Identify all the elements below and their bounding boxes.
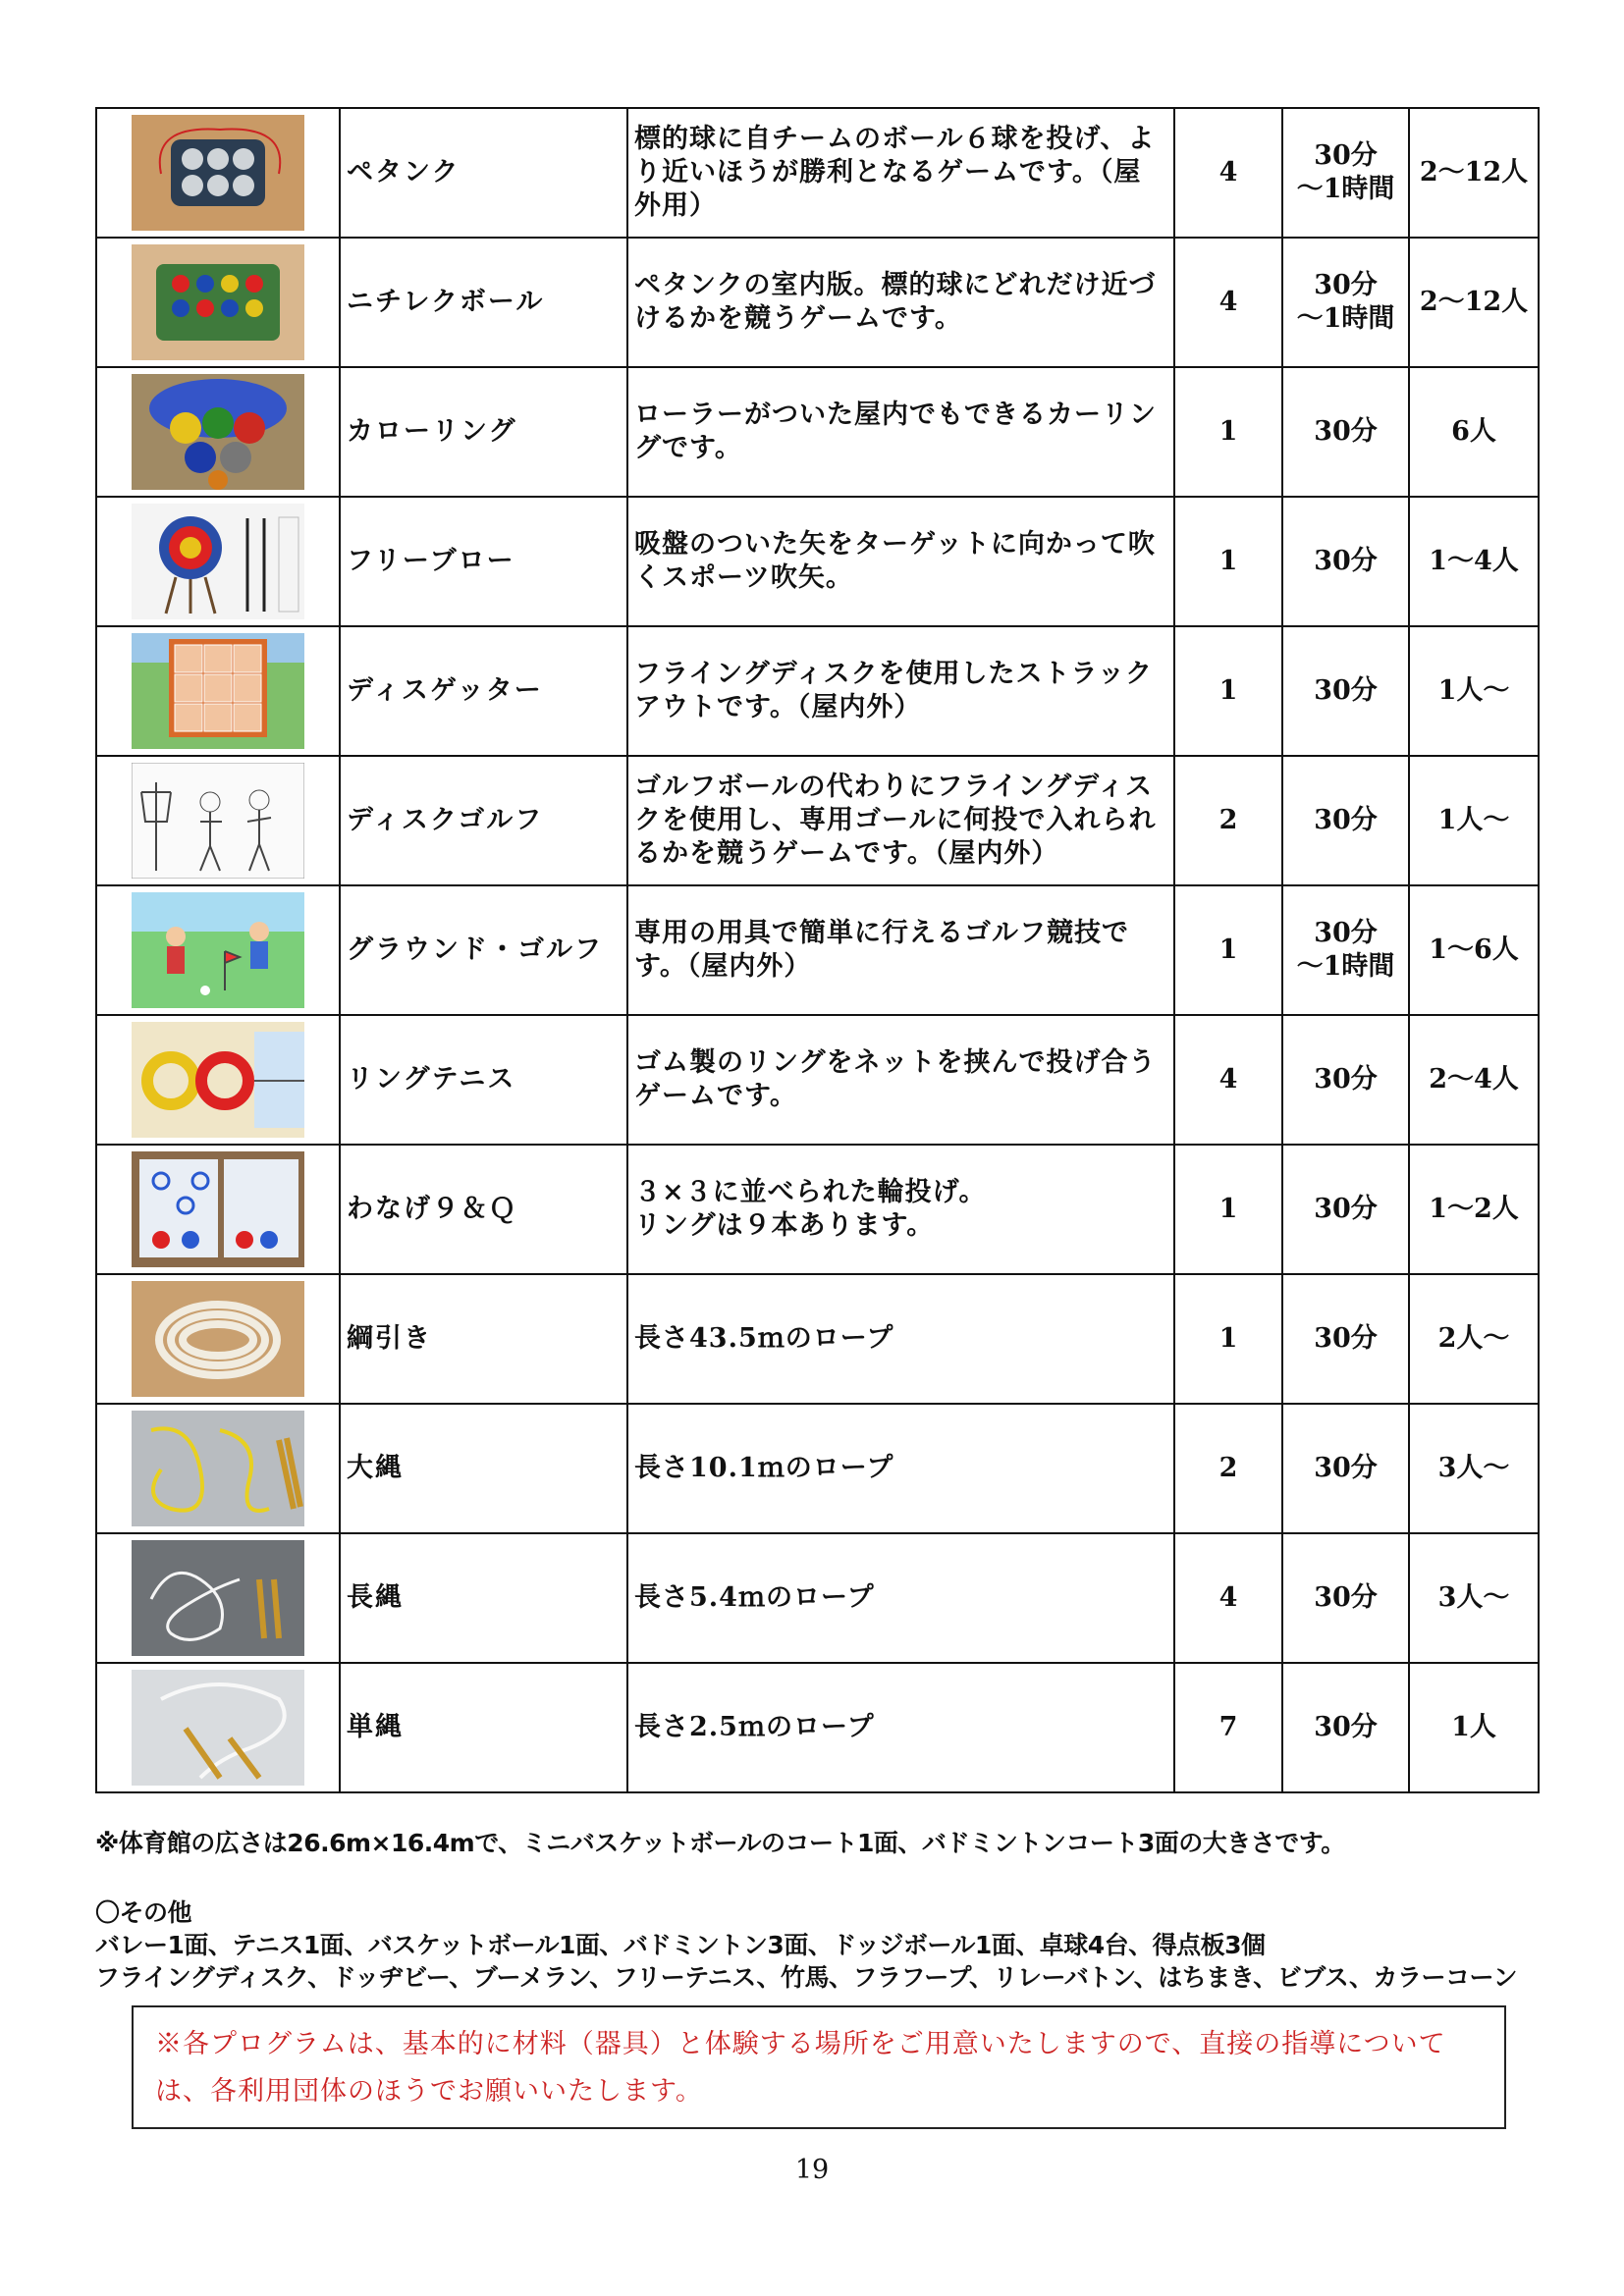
equipment-duration: 30分 xyxy=(1282,1663,1409,1792)
equipment-quantity: 4 xyxy=(1174,1015,1282,1145)
table-row xyxy=(96,497,1539,626)
equipment-people: 1～4人 xyxy=(1409,497,1539,626)
equipment-people: 3人～ xyxy=(1409,1533,1539,1663)
equipment-people: 2人～ xyxy=(1409,1274,1539,1404)
table-row xyxy=(96,238,1539,367)
equipment-description: 長さ5.4ｍのロープ xyxy=(627,1533,1174,1663)
equipment-duration: 30分 xyxy=(1282,1145,1409,1274)
equipment-name: わなげ９＆Ｑ xyxy=(340,1145,627,1274)
equipment-duration: 30分 xyxy=(1282,497,1409,626)
equipment-image-cell xyxy=(96,1274,340,1404)
equipment-duration: 30分 xyxy=(1282,1274,1409,1404)
equipment-quantity: 4 xyxy=(1174,1533,1282,1663)
equipment-image-cell xyxy=(96,885,340,1015)
equipment-description: 吸盤のついた矢をターゲットに向かって吹くスポーツ吹矢。 xyxy=(627,497,1174,626)
equipment-name: 単縄 xyxy=(340,1663,627,1792)
equipment-quantity: 1 xyxy=(1174,1274,1282,1404)
jump-rope-photo xyxy=(132,1670,304,1786)
equipment-image-cell xyxy=(96,367,340,497)
page-number: 19 xyxy=(794,2155,830,2185)
equipment-image-cell xyxy=(96,1663,340,1792)
equipment-name: リングテニス xyxy=(340,1015,627,1145)
equipment-image-cell xyxy=(96,1015,340,1145)
equipment-name: 綱引き xyxy=(340,1274,627,1404)
long-rope-yellow-photo xyxy=(132,1411,304,1526)
nichirec-ball-photo xyxy=(132,244,304,360)
blowgun-target-photo xyxy=(132,504,304,619)
gym-size-note: ※体育館の広さは26.6m×16.4mで、ミニバスケットボールのコート1面、バドミントンコート3面の大きさです。 xyxy=(95,1829,1345,1857)
equipment-quantity: 1 xyxy=(1174,626,1282,756)
equipment-duration: 30分 ～1時間 xyxy=(1282,885,1409,1015)
equipment-people: 1～6人 xyxy=(1409,885,1539,1015)
curling-photo xyxy=(132,374,304,490)
equipment-description: 長さ2.5ｍのロープ xyxy=(627,1663,1174,1792)
table-row xyxy=(96,367,1539,497)
equipment-quantity: 1 xyxy=(1174,885,1282,1015)
equipment-quantity: 2 xyxy=(1174,756,1282,885)
table-row xyxy=(96,1015,1539,1145)
equipment-image-cell xyxy=(96,238,340,367)
equipment-duration: 30分 xyxy=(1282,756,1409,885)
disc-getter-photo xyxy=(132,633,304,749)
equipment-table xyxy=(95,107,1540,1793)
petanque-photo xyxy=(132,115,304,231)
table-row xyxy=(96,1274,1539,1404)
equipment-image-cell xyxy=(96,1145,340,1274)
other-facilities: バレー1面、テニス1面、バスケットボール1面、バドミントン3面、ドッジボール1面、卓球4台、得点板3個 xyxy=(95,1931,1266,1959)
equipment-image-cell xyxy=(96,108,340,238)
equipment-quantity: 4 xyxy=(1174,238,1282,367)
equipment-people: 1人～ xyxy=(1409,756,1539,885)
equipment-quantity: 1 xyxy=(1174,497,1282,626)
disc-golf-illustration xyxy=(132,763,304,879)
ring-toss-photo xyxy=(132,1151,304,1267)
table-row xyxy=(96,1663,1539,1792)
equipment-duration: 30分 xyxy=(1282,367,1409,497)
ring-tennis-photo xyxy=(132,1022,304,1138)
notice-text: ※各プログラムは、基本的に材料（器具）と体験する場所をご用意いたしますので、直接の指導については、各利用団体のほうでお願いいたします。 xyxy=(155,2029,1446,2107)
table-row xyxy=(96,626,1539,756)
equipment-quantity: 1 xyxy=(1174,1145,1282,1274)
equipment-name: ディスゲッター xyxy=(340,626,627,756)
equipment-name: ディスクゴルフ xyxy=(340,756,627,885)
equipment-description: 長さ43.5ｍのロープ xyxy=(627,1274,1174,1404)
equipment-image-cell xyxy=(96,1533,340,1663)
equipment-description: 長さ10.1ｍのロープ xyxy=(627,1404,1174,1533)
equipment-people: 2～12人 xyxy=(1409,238,1539,367)
equipment-people: 6人 xyxy=(1409,367,1539,497)
equipment-name: カローリング xyxy=(340,367,627,497)
equipment-quantity: 2 xyxy=(1174,1404,1282,1533)
equipment-description: ペタンクの室内版。標的球にどれだけ近づけるかを競うゲームです。 xyxy=(627,238,1174,367)
equipment-name: フリーブロー xyxy=(340,497,627,626)
equipment-people: 3人～ xyxy=(1409,1404,1539,1533)
table-row xyxy=(96,1145,1539,1274)
other-equipment: フライングディスク、ドッヂビー、ブーメラン、フリーテニス、竹馬、フラフープ、リレーバトン、はちまき、ビブス、カラーコーン xyxy=(95,1963,1518,1992)
equipment-name: ペタンク xyxy=(340,108,627,238)
equipment-description: 標的球に自チームのボール６球を投げ、より近いほうが勝利となるゲームです。（屋外用） xyxy=(627,108,1174,238)
equipment-duration: 30分 xyxy=(1282,1533,1409,1663)
equipment-name: 大縄 xyxy=(340,1404,627,1533)
equipment-description: ３×３に並べられた輪投げ。 リングは９本あります。 xyxy=(627,1145,1174,1274)
equipment-people: 1人 xyxy=(1409,1663,1539,1792)
equipment-quantity: 7 xyxy=(1174,1663,1282,1792)
other-heading: 〇その他 xyxy=(95,1898,192,1927)
equipment-image-cell xyxy=(96,497,340,626)
equipment-description: 専用の用具で簡単に行えるゴルフ競技です。（屋内外） xyxy=(627,885,1174,1015)
equipment-description: ローラーがついた屋内でもできるカーリングです。 xyxy=(627,367,1174,497)
equipment-image-cell xyxy=(96,1404,340,1533)
equipment-quantity: 1 xyxy=(1174,367,1282,497)
equipment-image-cell xyxy=(96,626,340,756)
equipment-duration: 30分 ～1時間 xyxy=(1282,108,1409,238)
equipment-duration: 30分 xyxy=(1282,626,1409,756)
equipment-description: ゴム製のリングをネットを挟んで投げ合うゲームです。 xyxy=(627,1015,1174,1145)
equipment-quantity: 4 xyxy=(1174,108,1282,238)
table-row xyxy=(96,1533,1539,1663)
equipment-people: 1人～ xyxy=(1409,626,1539,756)
table-row xyxy=(96,108,1539,238)
equipment-image-cell xyxy=(96,756,340,885)
table-row xyxy=(96,756,1539,885)
equipment-duration: 30分 xyxy=(1282,1015,1409,1145)
table-row xyxy=(96,885,1539,1015)
equipment-duration: 30分 xyxy=(1282,1404,1409,1533)
equipment-people: 2～12人 xyxy=(1409,108,1539,238)
tug-rope-photo xyxy=(132,1281,304,1397)
equipment-duration: 30分 ～1時間 xyxy=(1282,238,1409,367)
equipment-description: ゴルフボールの代わりにフライングディスクを使用し、専用ゴールに何投で入れられるかを競うゲームです。（屋内外） xyxy=(627,756,1174,885)
equipment-name: 長縄 xyxy=(340,1533,627,1663)
table-row xyxy=(96,1404,1539,1533)
rope-white-photo xyxy=(132,1540,304,1656)
equipment-people: 1～2人 xyxy=(1409,1145,1539,1274)
ground-golf-illustration xyxy=(132,892,304,1008)
equipment-name: ニチレクボール xyxy=(340,238,627,367)
notice-box xyxy=(132,2005,1506,2129)
equipment-people: 2～4人 xyxy=(1409,1015,1539,1145)
equipment-description: フライングディスクを使用したストラックアウトです。（屋内外） xyxy=(627,626,1174,756)
equipment-name: グラウンド・ゴルフ xyxy=(340,885,627,1015)
